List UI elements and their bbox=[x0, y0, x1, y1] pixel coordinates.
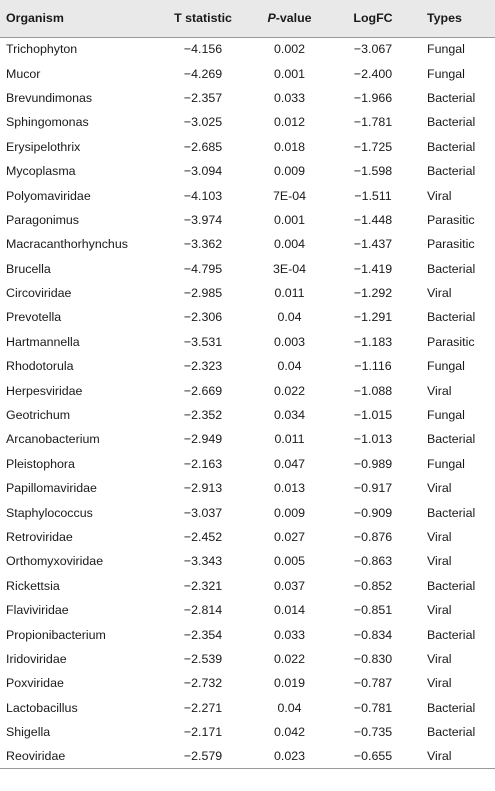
table-header bbox=[0, 0, 495, 37]
cell-type: Bacterial bbox=[427, 578, 476, 593]
cell-type: Parasitic bbox=[427, 237, 475, 252]
header-p-value bbox=[246, 0, 333, 37]
cell-logfc: −1.015 bbox=[353, 408, 393, 423]
cell-type: Bacterial bbox=[427, 432, 476, 447]
cell-organism: Arcanobacterium bbox=[6, 432, 100, 447]
table-row bbox=[0, 403, 495, 427]
cell-type: Viral bbox=[427, 676, 452, 691]
table-row bbox=[0, 257, 495, 281]
cell-type: Bacterial bbox=[427, 310, 476, 325]
cell-logfc: −0.830 bbox=[353, 651, 393, 666]
cell-type: Viral bbox=[413, 744, 495, 768]
table-row bbox=[0, 281, 495, 305]
header-types: Types bbox=[413, 0, 495, 37]
cell-organism: Trichophyton bbox=[6, 42, 78, 57]
cell-t-statistic: −3.343 bbox=[183, 554, 223, 569]
cell-p-value: 0.04 bbox=[277, 310, 302, 325]
cell-p-value: 7E-04 bbox=[272, 188, 307, 203]
cell-t-statistic: −4.269 bbox=[183, 66, 223, 81]
cell-p-value: 0.042 bbox=[273, 725, 305, 740]
cell-p-value: 0.047 bbox=[273, 456, 305, 471]
cell-type: Viral bbox=[427, 481, 452, 496]
cell-t-statistic: −2.171 bbox=[183, 725, 223, 740]
cell-p-value: 0.037 bbox=[273, 578, 305, 593]
cell-p-value: 0.003 bbox=[273, 334, 305, 349]
table-row bbox=[0, 598, 495, 622]
cell-logfc: −0.655 bbox=[333, 744, 413, 768]
cell-p-value: 0.011 bbox=[274, 432, 305, 447]
header-t-statistic: T statistic bbox=[160, 0, 246, 37]
cell-type: Bacterial bbox=[427, 115, 476, 130]
cell-p-value: 0.012 bbox=[273, 115, 305, 130]
cell-t-statistic: −4.156 bbox=[183, 42, 223, 57]
table-row bbox=[0, 159, 495, 183]
cell-organism: Flaviviridae bbox=[6, 603, 69, 618]
cell-p-value: 0.04 bbox=[277, 700, 302, 715]
table-row bbox=[0, 720, 495, 744]
cell-p-value: 0.023 bbox=[246, 744, 333, 768]
cell-type: Bacterial bbox=[427, 505, 476, 520]
cell-p-value: 0.033 bbox=[273, 90, 305, 105]
cell-t-statistic: −2.814 bbox=[183, 603, 223, 618]
cell-logfc: −1.013 bbox=[353, 432, 393, 447]
header-p-value-suffix: -value bbox=[275, 11, 312, 26]
cell-organism: Polyomaviridae bbox=[6, 188, 91, 203]
cell-type: Parasitic bbox=[427, 212, 475, 227]
cell-t-statistic: −2.271 bbox=[183, 700, 223, 715]
cell-organism: Circoviridae bbox=[6, 286, 72, 301]
cell-p-value: 0.001 bbox=[273, 212, 305, 227]
table-row bbox=[0, 574, 495, 598]
cell-logfc: −1.448 bbox=[353, 212, 393, 227]
table-row bbox=[0, 696, 495, 720]
cell-type: Viral bbox=[427, 530, 452, 544]
cell-type: Fungal bbox=[427, 456, 465, 471]
cell-logfc: −1.598 bbox=[353, 164, 393, 179]
cell-logfc: −0.909 bbox=[353, 505, 393, 520]
cell-organism: Geotrichum bbox=[6, 408, 71, 423]
cell-p-value: 0.011 bbox=[274, 286, 305, 301]
cell-t-statistic: −2.985 bbox=[183, 286, 223, 301]
cell-organism: Lactobacillus bbox=[6, 700, 78, 715]
cell-t-statistic: −2.163 bbox=[183, 456, 223, 471]
cell-t-statistic: −3.037 bbox=[183, 505, 223, 520]
cell-t-statistic: −2.732 bbox=[183, 676, 223, 691]
cell-logfc: −0.852 bbox=[353, 578, 393, 593]
cell-logfc: −1.116 bbox=[354, 359, 392, 374]
cell-organism: Erysipelothrix bbox=[6, 139, 81, 154]
header-organism: Organism bbox=[0, 0, 160, 37]
cell-p-value: 0.04 bbox=[277, 359, 302, 374]
cell-logfc: −1.183 bbox=[353, 334, 393, 349]
cell-organism: Herpesviridae bbox=[6, 383, 83, 398]
cell-logfc: −0.863 bbox=[353, 554, 393, 569]
cell-logfc: −1.725 bbox=[353, 139, 393, 154]
cell-type: Bacterial bbox=[427, 139, 476, 154]
cell-p-value: 0.009 bbox=[273, 505, 305, 520]
cell-logfc: −2.400 bbox=[353, 66, 393, 81]
cell-t-statistic: −2.354 bbox=[183, 627, 223, 642]
cell-t-statistic: −2.539 bbox=[183, 651, 223, 666]
cell-logfc: −0.787 bbox=[353, 676, 393, 691]
cell-p-value: 0.033 bbox=[273, 627, 305, 642]
cell-t-statistic: −3.362 bbox=[183, 237, 223, 252]
cell-type: Viral bbox=[427, 603, 452, 618]
cell-logfc: −1.088 bbox=[353, 383, 393, 398]
cell-t-statistic: −4.103 bbox=[183, 188, 223, 203]
table-row bbox=[0, 183, 495, 207]
table-body bbox=[0, 37, 495, 769]
cell-p-value: 0.022 bbox=[273, 383, 305, 398]
cell-p-value: 3E-04 bbox=[272, 261, 307, 276]
cell-logfc: −1.419 bbox=[353, 261, 393, 276]
cell-organism: Staphylococcus bbox=[6, 505, 93, 520]
table-row bbox=[0, 378, 495, 402]
cell-type: Viral bbox=[427, 651, 452, 666]
cell-t-statistic: −3.974 bbox=[183, 212, 223, 227]
table-row bbox=[0, 476, 495, 500]
cell-p-value: 0.005 bbox=[273, 554, 305, 569]
cell-organism: Paragonimus bbox=[6, 212, 80, 227]
cell-logfc: −1.437 bbox=[353, 237, 393, 252]
cell-t-statistic: −2.579 bbox=[160, 744, 246, 768]
cell-logfc: −1.292 bbox=[353, 286, 393, 301]
table-row bbox=[0, 37, 495, 61]
cell-p-value: 0.014 bbox=[273, 603, 305, 618]
header-logfc: LogFC bbox=[333, 0, 413, 37]
cell-p-value: 0.018 bbox=[273, 139, 305, 154]
cell-t-statistic: −2.323 bbox=[183, 359, 223, 374]
cell-p-value: 0.004 bbox=[273, 237, 305, 252]
cell-type: Parasitic bbox=[427, 334, 475, 349]
cell-type: Bacterial bbox=[427, 261, 476, 276]
cell-type: Viral bbox=[427, 383, 452, 398]
cell-p-value: 0.034 bbox=[273, 408, 305, 423]
cell-p-value: 0.022 bbox=[273, 651, 305, 666]
cell-t-statistic: −2.321 bbox=[183, 578, 223, 593]
table-row bbox=[0, 500, 495, 524]
cell-logfc: −0.917 bbox=[353, 481, 393, 496]
table-row bbox=[0, 354, 495, 378]
cell-organism: Shigella bbox=[6, 725, 51, 740]
cell-organism: Rickettsia bbox=[6, 578, 60, 593]
header-p-value-italic: P bbox=[267, 11, 276, 26]
cell-type: Fungal bbox=[427, 359, 465, 374]
cell-logfc: −3.067 bbox=[353, 42, 393, 57]
table-row bbox=[0, 671, 495, 695]
cell-type: Bacterial bbox=[427, 90, 476, 105]
table-row bbox=[0, 232, 495, 256]
cell-type: Bacterial bbox=[427, 164, 476, 179]
cell-logfc: −1.966 bbox=[353, 90, 393, 105]
cell-organism: Mycoplasma bbox=[6, 164, 76, 179]
cell-t-statistic: −2.452 bbox=[183, 530, 223, 544]
cell-logfc: −0.989 bbox=[353, 456, 393, 471]
cell-t-statistic: −2.352 bbox=[183, 408, 223, 423]
cell-organism: Mucor bbox=[6, 66, 41, 81]
cell-type: Fungal bbox=[427, 42, 465, 57]
cell-t-statistic: −2.913 bbox=[183, 481, 223, 496]
cell-type: Bacterial bbox=[427, 627, 476, 642]
cell-logfc: −1.781 bbox=[353, 115, 393, 130]
cell-organism: Papillomaviridae bbox=[6, 481, 97, 496]
table-row bbox=[0, 86, 495, 110]
cell-t-statistic: −2.306 bbox=[183, 310, 223, 325]
cell-logfc: −0.834 bbox=[353, 627, 393, 642]
cell-type: Viral bbox=[427, 188, 452, 203]
cell-organism: Macracanthorhynchus bbox=[6, 237, 128, 252]
cell-t-statistic: −3.094 bbox=[183, 164, 223, 179]
cell-t-statistic: −3.025 bbox=[183, 115, 223, 130]
cell-organism: Poxviridae bbox=[6, 676, 64, 691]
cell-organism: Brevundimonas bbox=[6, 90, 93, 105]
cell-organism: Orthomyxoviridae bbox=[6, 554, 104, 569]
cell-t-statistic: −2.685 bbox=[183, 139, 223, 154]
table-row bbox=[0, 744, 495, 768]
cell-t-statistic: −2.949 bbox=[183, 432, 223, 447]
cell-t-statistic: −4.795 bbox=[183, 261, 223, 276]
cell-organism: Propionibacterium bbox=[6, 627, 106, 642]
cell-organism: Reoviridae bbox=[0, 744, 160, 768]
cell-logfc: −1.291 bbox=[353, 310, 393, 325]
cell-p-value: 0.002 bbox=[273, 42, 305, 57]
cell-type: Fungal bbox=[427, 66, 465, 81]
cell-type: Viral bbox=[427, 286, 452, 301]
cell-organism: Prevotella bbox=[6, 310, 62, 325]
cell-logfc: −1.511 bbox=[354, 188, 392, 203]
cell-logfc: −0.851 bbox=[353, 603, 393, 618]
cell-type: Viral bbox=[427, 554, 452, 569]
cell-type: Bacterial bbox=[427, 700, 476, 715]
cell-p-value: 0.009 bbox=[273, 164, 305, 179]
cell-p-value: 0.027 bbox=[273, 530, 305, 544]
table-row bbox=[0, 61, 495, 85]
cell-organism: Brucella bbox=[6, 261, 51, 276]
cell-organism: Retroviridae bbox=[6, 530, 73, 544]
cell-organism: Rhodotorula bbox=[6, 359, 74, 374]
cell-p-value: 0.001 bbox=[273, 66, 305, 81]
cell-t-statistic: −3.531 bbox=[183, 334, 223, 349]
cell-logfc: −0.735 bbox=[353, 725, 393, 740]
cell-t-statistic: −2.669 bbox=[183, 383, 223, 398]
table-row bbox=[0, 427, 495, 451]
table-row bbox=[0, 647, 495, 671]
cell-organism: Iridoviridae bbox=[6, 651, 67, 666]
table-row bbox=[0, 452, 495, 476]
table-row bbox=[0, 305, 495, 329]
table-row bbox=[0, 330, 495, 354]
cell-organism: Pleistophora bbox=[6, 456, 75, 471]
table-row bbox=[0, 549, 495, 573]
cell-logfc: −0.781 bbox=[353, 700, 393, 715]
cell-organism: Sphingomonas bbox=[6, 115, 89, 130]
cell-type: Fungal bbox=[427, 408, 465, 423]
cell-logfc: −0.876 bbox=[353, 530, 393, 544]
cell-t-statistic: −2.357 bbox=[183, 90, 223, 105]
cell-organism: Hartmannella bbox=[6, 334, 80, 349]
header-row bbox=[0, 0, 495, 37]
table-row bbox=[0, 525, 495, 549]
cell-p-value: 0.019 bbox=[273, 676, 305, 691]
table-row bbox=[0, 622, 495, 646]
cell-p-value: 0.013 bbox=[273, 481, 305, 496]
table-row bbox=[0, 208, 495, 232]
cell-type: Bacterial bbox=[427, 725, 476, 740]
table-row bbox=[0, 110, 495, 134]
table-row bbox=[0, 135, 495, 159]
